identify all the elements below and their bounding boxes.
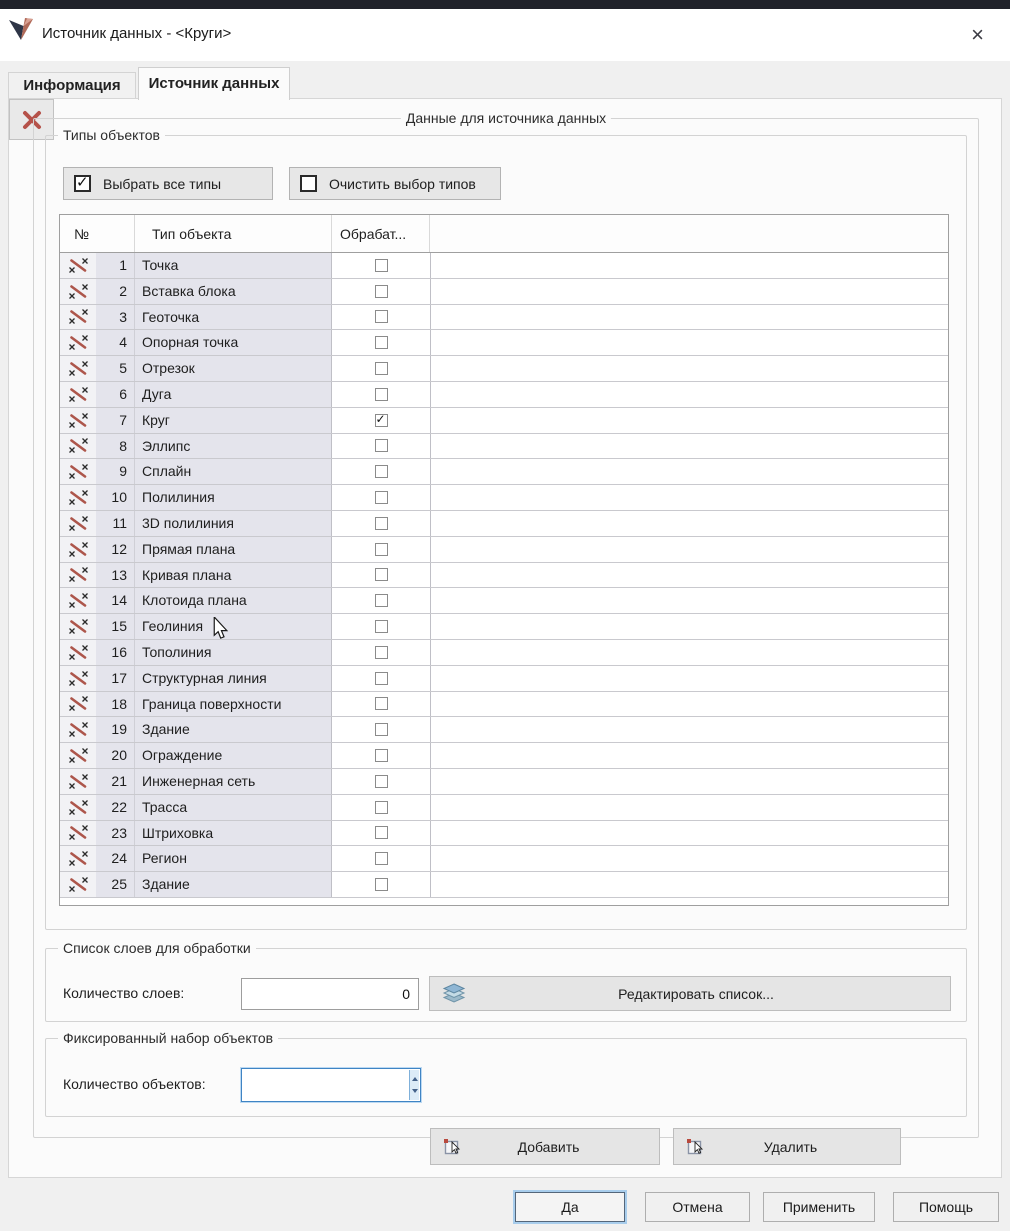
row-process-cell[interactable]	[332, 588, 431, 613]
crossed-points-icon	[60, 537, 96, 562]
row-checkbox[interactable]	[375, 388, 388, 401]
row-type-name: Тополиния	[135, 640, 332, 665]
tab-strip	[0, 61, 1010, 98]
table-row[interactable]	[60, 769, 948, 795]
row-type-name: 3D полилиния	[135, 511, 332, 536]
row-filler	[431, 279, 948, 304]
row-process-cell[interactable]	[332, 563, 431, 588]
table-row[interactable]	[60, 485, 948, 511]
row-number: 24	[96, 846, 135, 871]
group-layer-list-title: Список слоев для обработки	[58, 940, 256, 956]
row-type-name: Граница поверхности	[135, 692, 332, 717]
row-type-name: Дуга	[135, 382, 332, 407]
row-process-cell[interactable]	[332, 872, 431, 897]
row-type-name: Кривая плана	[135, 563, 332, 588]
row-process-cell[interactable]	[332, 459, 431, 484]
row-number: 6	[96, 382, 135, 407]
header-number[interactable]: №	[60, 215, 135, 252]
row-checkbox[interactable]	[375, 801, 388, 814]
row-process-cell[interactable]	[332, 614, 431, 639]
types-table-body	[60, 253, 948, 898]
table-row[interactable]	[60, 821, 948, 847]
table-row[interactable]	[60, 640, 948, 666]
table-row[interactable]	[60, 588, 948, 614]
crossed-points-icon	[60, 692, 96, 717]
object-types-table	[59, 214, 949, 906]
row-process-cell[interactable]	[332, 485, 431, 510]
row-process-cell[interactable]	[332, 511, 431, 536]
row-number: 12	[96, 537, 135, 562]
clear-type-selection-label: Очистить выбор типов	[329, 175, 476, 192]
unchecked-checkbox-icon	[300, 175, 317, 192]
row-checkbox[interactable]	[375, 259, 388, 272]
row-checkbox[interactable]	[375, 852, 388, 865]
row-process-cell[interactable]	[332, 717, 431, 742]
table-row[interactable]	[60, 253, 948, 279]
row-filler	[431, 563, 948, 588]
table-row[interactable]	[60, 382, 948, 408]
row-filler	[431, 537, 948, 562]
row-checkbox[interactable]	[375, 878, 388, 891]
row-type-name: Инженерная сеть	[135, 769, 332, 794]
row-number: 9	[96, 459, 135, 484]
row-process-cell[interactable]	[332, 666, 431, 691]
crossed-points-icon	[60, 382, 96, 407]
table-row[interactable]	[60, 743, 948, 769]
table-row[interactable]	[60, 408, 948, 434]
crossed-points-icon	[60, 588, 96, 613]
remove-objects-button[interactable]	[673, 1128, 901, 1165]
crossed-points-icon	[60, 872, 96, 897]
row-type-name: Ограждение	[135, 743, 332, 768]
checked-checkbox-icon	[74, 175, 91, 192]
table-row[interactable]	[60, 692, 948, 718]
crossed-points-icon	[60, 330, 96, 355]
row-checkbox[interactable]	[375, 672, 388, 685]
crossed-points-icon	[60, 821, 96, 846]
row-checkbox[interactable]	[375, 362, 388, 375]
crossed-points-icon	[60, 769, 96, 794]
row-checkbox[interactable]	[375, 568, 388, 581]
row-type-name: Клотоида плана	[135, 588, 332, 613]
row-process-cell[interactable]	[332, 279, 431, 304]
row-checkbox[interactable]	[375, 594, 388, 607]
mouse-cursor	[210, 617, 232, 641]
row-type-name: Эллипс	[135, 434, 332, 459]
row-number: 23	[96, 821, 135, 846]
row-process-cell[interactable]	[332, 846, 431, 871]
row-checkbox[interactable]	[375, 491, 388, 504]
row-number: 22	[96, 795, 135, 820]
object-count-input[interactable]	[241, 1068, 421, 1102]
row-filler	[431, 459, 948, 484]
table-row[interactable]	[60, 356, 948, 382]
row-number: 11	[96, 511, 135, 536]
row-process-cell[interactable]	[332, 253, 431, 278]
row-type-name: Опорная точка	[135, 330, 332, 355]
tab-data-source[interactable]: Источник данных	[138, 67, 290, 100]
edit-layer-list-label: Редактировать список...	[618, 985, 774, 1002]
row-type-name: Регион	[135, 846, 332, 871]
cancel-button[interactable]: Отмена	[645, 1192, 750, 1222]
crossed-points-icon	[60, 743, 96, 768]
table-row[interactable]	[60, 614, 948, 640]
row-number: 13	[96, 563, 135, 588]
row-filler	[431, 330, 948, 355]
row-process-cell[interactable]	[332, 795, 431, 820]
row-type-name: Вставка блока	[135, 279, 332, 304]
row-type-name: Круг	[135, 408, 332, 433]
table-row[interactable]	[60, 434, 948, 460]
add-objects-button[interactable]	[430, 1128, 660, 1165]
row-number: 20	[96, 743, 135, 768]
row-filler	[431, 382, 948, 407]
crossed-points-icon	[60, 485, 96, 510]
row-filler	[431, 821, 948, 846]
row-filler	[431, 485, 948, 510]
table-row[interactable]	[60, 511, 948, 537]
row-checkbox[interactable]	[375, 620, 388, 633]
table-row[interactable]	[60, 846, 948, 872]
table-row[interactable]	[60, 717, 948, 743]
layers-icon	[442, 983, 466, 1005]
clear-type-selection-button[interactable]	[289, 167, 501, 200]
layer-count-input[interactable]	[241, 978, 419, 1010]
layer-count-value: 0	[402, 986, 410, 1002]
crossed-points-icon	[60, 356, 96, 381]
object-count-label: Количество объектов:	[63, 1076, 206, 1092]
tab-information[interactable]: Информация	[8, 72, 136, 99]
group-fixed-object-set-title: Фиксированный набор объектов	[58, 1030, 278, 1046]
table-row[interactable]	[60, 666, 948, 692]
yes-button[interactable]: Да	[515, 1192, 625, 1222]
row-filler	[431, 795, 948, 820]
row-filler	[431, 846, 948, 871]
header-object-type[interactable]: Тип объекта	[135, 215, 332, 252]
row-filler	[431, 511, 948, 536]
table-header	[60, 215, 948, 253]
row-number: 10	[96, 485, 135, 510]
row-filler	[431, 666, 948, 691]
row-number: 14	[96, 588, 135, 613]
pick-objects-icon	[443, 1137, 462, 1156]
row-filler	[431, 305, 948, 330]
table-row[interactable]	[60, 330, 948, 356]
crossed-points-icon	[60, 846, 96, 871]
crossed-points-icon	[60, 511, 96, 536]
close-icon[interactable]: ×	[971, 22, 984, 47]
add-objects-label: Добавить	[517, 1138, 580, 1155]
row-type-name: Отрезок	[135, 356, 332, 381]
title-bar	[0, 9, 1010, 61]
row-number: 5	[96, 356, 135, 381]
crossed-points-icon	[60, 253, 96, 278]
table-row[interactable]	[60, 459, 948, 485]
layer-count-label: Количество слоев:	[63, 985, 185, 1001]
row-type-name: Полилиния	[135, 485, 332, 510]
row-filler	[431, 717, 948, 742]
row-filler	[431, 872, 948, 897]
crossed-points-icon	[60, 563, 96, 588]
row-checkbox[interactable]	[375, 517, 388, 530]
select-all-types-button[interactable]	[63, 167, 273, 200]
row-type-name: Структурная линия	[135, 666, 332, 691]
row-process-cell[interactable]	[332, 382, 431, 407]
crossed-points-icon	[60, 640, 96, 665]
row-checkbox[interactable]	[375, 543, 388, 556]
row-type-name: Геолиния	[135, 614, 332, 639]
row-type-name: Сплайн	[135, 459, 332, 484]
row-filler	[431, 743, 948, 768]
table-row[interactable]	[60, 563, 948, 589]
row-filler	[431, 356, 948, 381]
row-process-cell[interactable]	[332, 640, 431, 665]
window-title: Источник данных - <Круги>	[42, 25, 232, 42]
row-number: 18	[96, 692, 135, 717]
row-checkbox[interactable]	[375, 414, 388, 427]
group-data-for-source-title: Данные для источника данных	[401, 110, 611, 126]
row-process-cell[interactable]	[332, 408, 431, 433]
table-row[interactable]	[60, 795, 948, 821]
select-all-types-label: Выбрать все типы	[103, 175, 222, 192]
row-filler	[431, 692, 948, 717]
row-number: 7	[96, 408, 135, 433]
table-row[interactable]	[60, 305, 948, 331]
row-type-name: Здание	[135, 872, 332, 897]
row-number: 25	[96, 872, 135, 897]
row-number: 15	[96, 614, 135, 639]
row-number: 8	[96, 434, 135, 459]
row-type-name: Точка	[135, 253, 332, 278]
row-filler	[431, 640, 948, 665]
crossed-points-icon	[60, 717, 96, 742]
crossed-points-icon	[60, 279, 96, 304]
row-number: 16	[96, 640, 135, 665]
crossed-points-icon	[60, 666, 96, 691]
help-button[interactable]: Помощь	[893, 1192, 999, 1222]
header-process[interactable]: Обрабат...	[332, 215, 430, 252]
row-number: 1	[96, 253, 135, 278]
group-object-types-title: Типы объектов	[58, 127, 165, 143]
background-app-strip	[0, 0, 1010, 9]
row-filler	[431, 253, 948, 278]
row-checkbox[interactable]	[375, 310, 388, 323]
row-filler	[431, 588, 948, 613]
row-checkbox[interactable]	[375, 285, 388, 298]
row-process-cell[interactable]	[332, 330, 431, 355]
crossed-points-icon	[60, 305, 96, 330]
row-number: 17	[96, 666, 135, 691]
crossed-points-icon	[60, 459, 96, 484]
row-process-cell[interactable]	[332, 821, 431, 846]
row-checkbox[interactable]	[375, 336, 388, 349]
row-type-name: Здание	[135, 717, 332, 742]
pick-objects-icon	[686, 1137, 705, 1156]
remove-objects-label: Удалить	[763, 1138, 818, 1155]
row-process-cell[interactable]	[332, 356, 431, 381]
row-number: 4	[96, 330, 135, 355]
row-filler	[431, 408, 948, 433]
row-process-cell[interactable]	[332, 769, 431, 794]
apply-button[interactable]: Применить	[763, 1192, 875, 1222]
row-filler	[431, 434, 948, 459]
row-checkbox[interactable]	[375, 646, 388, 659]
row-number: 19	[96, 717, 135, 742]
row-process-cell[interactable]	[332, 434, 431, 459]
row-checkbox[interactable]	[375, 775, 388, 788]
table-row[interactable]	[60, 279, 948, 305]
table-row[interactable]	[60, 872, 948, 898]
row-filler	[431, 614, 948, 639]
row-checkbox[interactable]	[375, 439, 388, 452]
row-type-name: Штриховка	[135, 821, 332, 846]
row-checkbox[interactable]	[375, 465, 388, 478]
row-checkbox[interactable]	[375, 749, 388, 762]
table-row[interactable]	[60, 537, 948, 563]
crossed-points-icon	[60, 614, 96, 639]
row-type-name: Прямая плана	[135, 537, 332, 562]
row-filler	[431, 769, 948, 794]
app-logo-icon	[8, 16, 38, 44]
crossed-points-icon	[60, 408, 96, 433]
row-type-name: Геоточка	[135, 305, 332, 330]
row-process-cell[interactable]	[332, 305, 431, 330]
spinner-icon[interactable]	[409, 1070, 419, 1100]
row-checkbox[interactable]	[375, 697, 388, 710]
row-number: 3	[96, 305, 135, 330]
tab-page	[8, 98, 1002, 1178]
row-type-name: Трасса	[135, 795, 332, 820]
row-checkbox[interactable]	[375, 723, 388, 736]
edit-layer-list-button[interactable]	[429, 976, 951, 1011]
row-process-cell[interactable]	[332, 692, 431, 717]
crossed-points-icon	[60, 434, 96, 459]
row-number: 21	[96, 769, 135, 794]
row-process-cell[interactable]	[332, 537, 431, 562]
crossed-points-icon	[60, 795, 96, 820]
row-checkbox[interactable]	[375, 826, 388, 839]
row-number: 2	[96, 279, 135, 304]
row-process-cell[interactable]	[332, 743, 431, 768]
